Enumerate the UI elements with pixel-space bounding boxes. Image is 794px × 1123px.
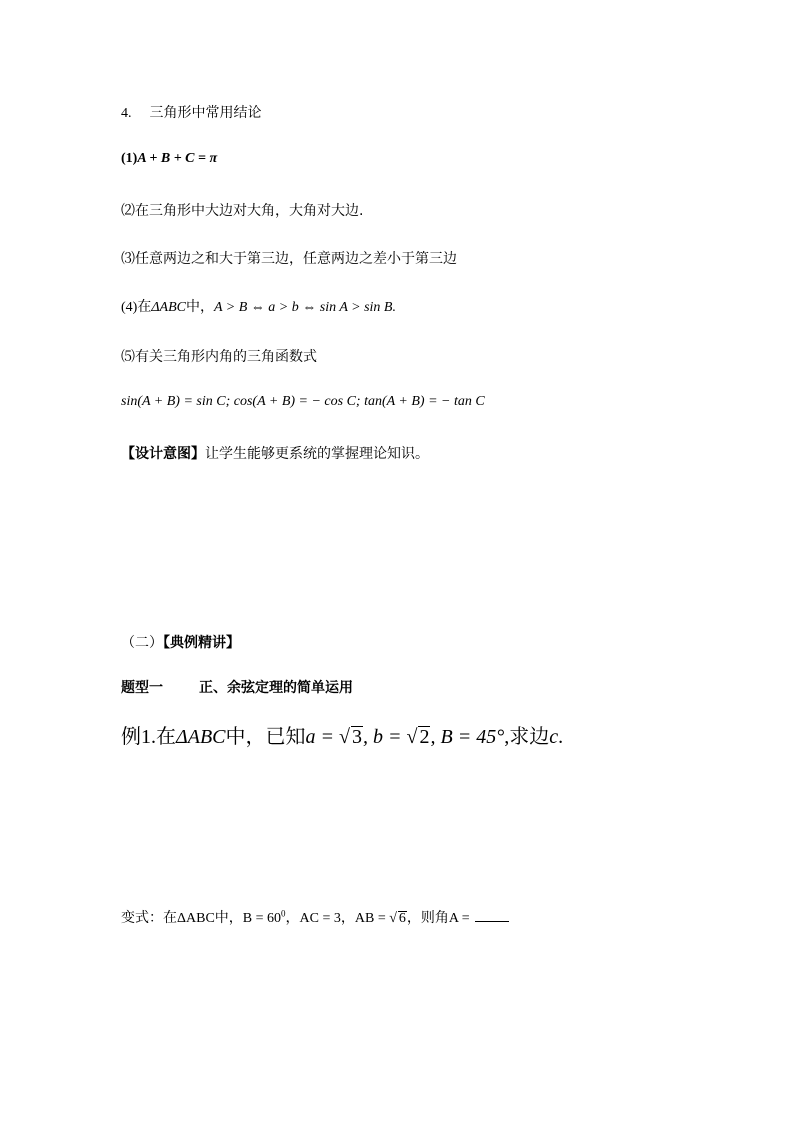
example-1-a-eq: a =	[305, 726, 340, 748]
variant-pre: 在ΔABC中，	[163, 911, 243, 926]
conclusion-3	[121, 248, 457, 268]
conclusion-1-formula: A + B + C = π	[137, 151, 218, 166]
design-intent-text: 让学生能够更系统的掌握理论知识。	[205, 447, 429, 462]
variant-label: 变式：	[121, 910, 163, 926]
example-1-triangle: ΔABC	[176, 726, 226, 748]
conclusion-5	[121, 346, 317, 366]
conclusion-4	[121, 296, 396, 316]
sqrt-sign: √	[406, 726, 418, 748]
conclusion-1-label: (1)	[121, 151, 138, 166]
variant-AB-radicand: 6	[398, 911, 406, 926]
conclusion-5-label: ⑸	[121, 349, 135, 365]
example-1	[121, 720, 563, 749]
example-1-B-eq: , B = 45°	[430, 726, 505, 748]
conclusion-4-triangle: ΔABC	[151, 300, 186, 315]
example-1-var: c	[549, 726, 559, 748]
answer-blank[interactable]	[475, 907, 509, 922]
conclusion-4-label: (4)	[121, 300, 138, 315]
design-intent-label: 【设计意图】	[121, 446, 205, 462]
conclusion-3-text: 任意两边之和大于第三边，任意两边之差小于第三边	[135, 251, 457, 267]
variant-B-sup: 0	[281, 908, 286, 919]
conclusion-3-label: ⑶	[121, 251, 135, 267]
conclusion-5-text: 有关三角形内角的三角函数式	[135, 349, 317, 365]
section-2-title: 【典例精讲】	[163, 635, 240, 651]
section-4-number: 4.	[121, 106, 132, 121]
variant-exercise	[121, 907, 509, 927]
design-intent	[121, 443, 429, 463]
sqrt-sign: √	[339, 726, 350, 748]
variant-post: ，则角A =	[406, 911, 474, 926]
conclusion-2-label: ⑵	[121, 203, 135, 219]
conclusion-4-pre: 在	[137, 299, 152, 315]
conclusion-1	[121, 151, 217, 167]
conclusion-4-formula: A > B ⇔ a > b ⇔ sin A > sin B.	[214, 300, 396, 315]
variant-AC-part: ，AC = 3，	[285, 911, 355, 926]
problem-type-1	[121, 677, 353, 697]
conclusion-2-text: 在三角形中大边对大角，大角对大边.	[135, 203, 364, 219]
variant-B-part: B = 60	[242, 911, 282, 926]
example-1-b-eq: , b =	[363, 726, 407, 748]
trig-identities: sin(A + B) = sin C; cos(A + B) = − cos C; tan(A + B) = − tan C	[121, 394, 485, 409]
problem-type-1-title: 正、余弦定理的简单运用	[199, 680, 353, 696]
example-1-pre: 例1.在	[121, 726, 176, 748]
example-1-post: ,求边	[504, 726, 550, 748]
variant-AB-part: AB =	[354, 911, 390, 926]
section-4-heading	[121, 102, 262, 122]
problem-type-1-label: 题型一	[121, 680, 163, 696]
section-2-heading	[121, 632, 240, 652]
example-1-mid: 中，已知	[225, 724, 306, 748]
sqrt-sign: √	[389, 911, 397, 926]
conclusion-2	[121, 200, 363, 220]
section-2-prefix: （二）	[121, 635, 163, 651]
section-4-title: 三角形中常用结论	[149, 105, 262, 121]
example-1-end: .	[558, 726, 564, 748]
example-1-a-radicand: 3	[352, 726, 362, 748]
example-1-b-radicand: 2	[419, 726, 430, 748]
conclusion-4-mid: 中，	[186, 299, 214, 315]
